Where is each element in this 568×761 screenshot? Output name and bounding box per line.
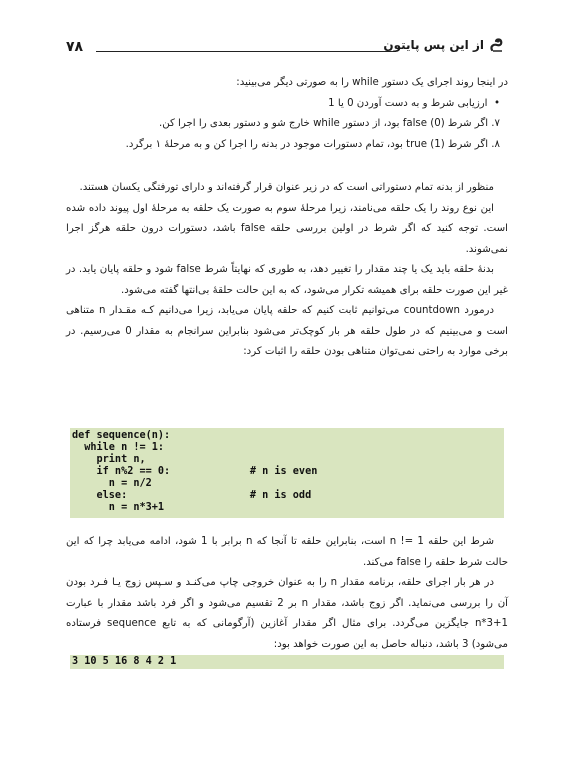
page-header <box>66 38 508 60</box>
code-line: print n, <box>72 454 146 465</box>
code-line: while n != 1: <box>72 442 165 453</box>
python-snake-icon <box>488 36 508 56</box>
code-line: def sequence(n): <box>72 430 171 441</box>
paragraph-sequence-explanation: در هر بار اجرای حلقه، برنامه مقدار n را به عنوان خروجی چاپ می‌کنـد و سـپس زوج یـا فـرد بودن آن را بررسی می‌نماید. اگر زوج باشد، مقدار n بر 2 تقسیم می‌شود و اگر فرد باشد مقدار با عبارت n*3+1 جایگزین می‌گردد. برای مثال اگر مقدار آغازین (آرگومانی که به تابع sequence فرستاده می‌شود) 3 باشد، دنباله حاصل به این صورت خواهد بود: <box>66 577 509 650</box>
list-item-8: ۸. اگر شرط true (1) بود، تمام دستورات موجود در بدنه را اجرا کن و به مرحلهٔ ۱ برگرد. <box>125 138 500 150</box>
bullet-text: ارزیابی شرط و به دست آوردن 0 یا 1 <box>328 97 488 109</box>
code-line: else: # n is odd <box>72 490 312 501</box>
body-text <box>66 178 508 363</box>
sequence-output: 3 10 5 16 8 4 2 1 <box>72 656 177 667</box>
header-rule <box>96 51 396 52</box>
page-number: ۷۸ <box>66 39 84 55</box>
code-line: n = n*3+1 <box>72 502 165 513</box>
while-steps <box>66 73 508 155</box>
paragraph-countdown: درمورد countdown می‌توانیم ثابت کنیم که حلقه پایان می‌یابد، زیرا می‌دانیم کـه مقـدار n متناهی است و می‌بینیم که در طول حلقه هر بار کوچک‌تر می‌شود بنابراین سرانجام به مقدار 0 می‌رسیم. در برخی موارد به راحتی نمی‌توان متناهی بودن حلقه را اثبات کرد: <box>66 305 508 357</box>
paragraph-loop-definition: این نوع روند را یک حلقه می‌نامند، زیرا مرحلهٔ سوم به صورت یک حلقه به مرحلهٔ اول پیوند داده شده است. توجه کنید که اگر شرط در اولین بررسی حلقه false باشد، دستورات درون حلقه هرگز اجرا نمی‌شوند. <box>66 202 508 255</box>
sequence-output-block <box>70 655 504 669</box>
code-line: n = n/2 <box>72 478 152 489</box>
paragraph-infinite-loop: بدنهٔ حلقه باید یک یا چند مقدار را تغییر دهد، به طوری که نهایتاً شرط false شود و حلقه پایان یابد. در غیر این صورت حلقه برای همیشه تکرار می‌شود، که به این حالت حلقهٔ بی‌انتها گفته می‌شود. <box>66 264 508 296</box>
code-line: if n%2 == 0: # n is even <box>72 466 318 477</box>
paragraph-body-definition: منظور از بدنه تمام دستوراتی است که در زیر عنوان قرار گرفته‌اند و دارای تورفتگی یکسان هستند. <box>79 182 494 193</box>
code-block <box>70 428 504 518</box>
bullet-icon: • <box>487 97 500 109</box>
list-item-7: ۷. اگر شرط false (0) بود، از دستور while خارج شو و دستور بعدی را اجرا کن. <box>158 118 500 129</box>
list-item-bullet <box>66 94 508 115</box>
while-intro: در اینجا روند اجرای یک دستور while را به صورتی دیگر می‌بینید: <box>236 77 508 88</box>
paragraph-loop-condition: شرط این حلقه n != 1 است، بنابراین حلقه تا آنجا که n برابر با 1 شود، ادامه می‌یابد چرا که این حالت شرط حلقه را false می‌کند. <box>66 536 508 568</box>
book-title: از این پس پایتون <box>383 38 484 52</box>
body-text-after-code <box>66 532 508 655</box>
